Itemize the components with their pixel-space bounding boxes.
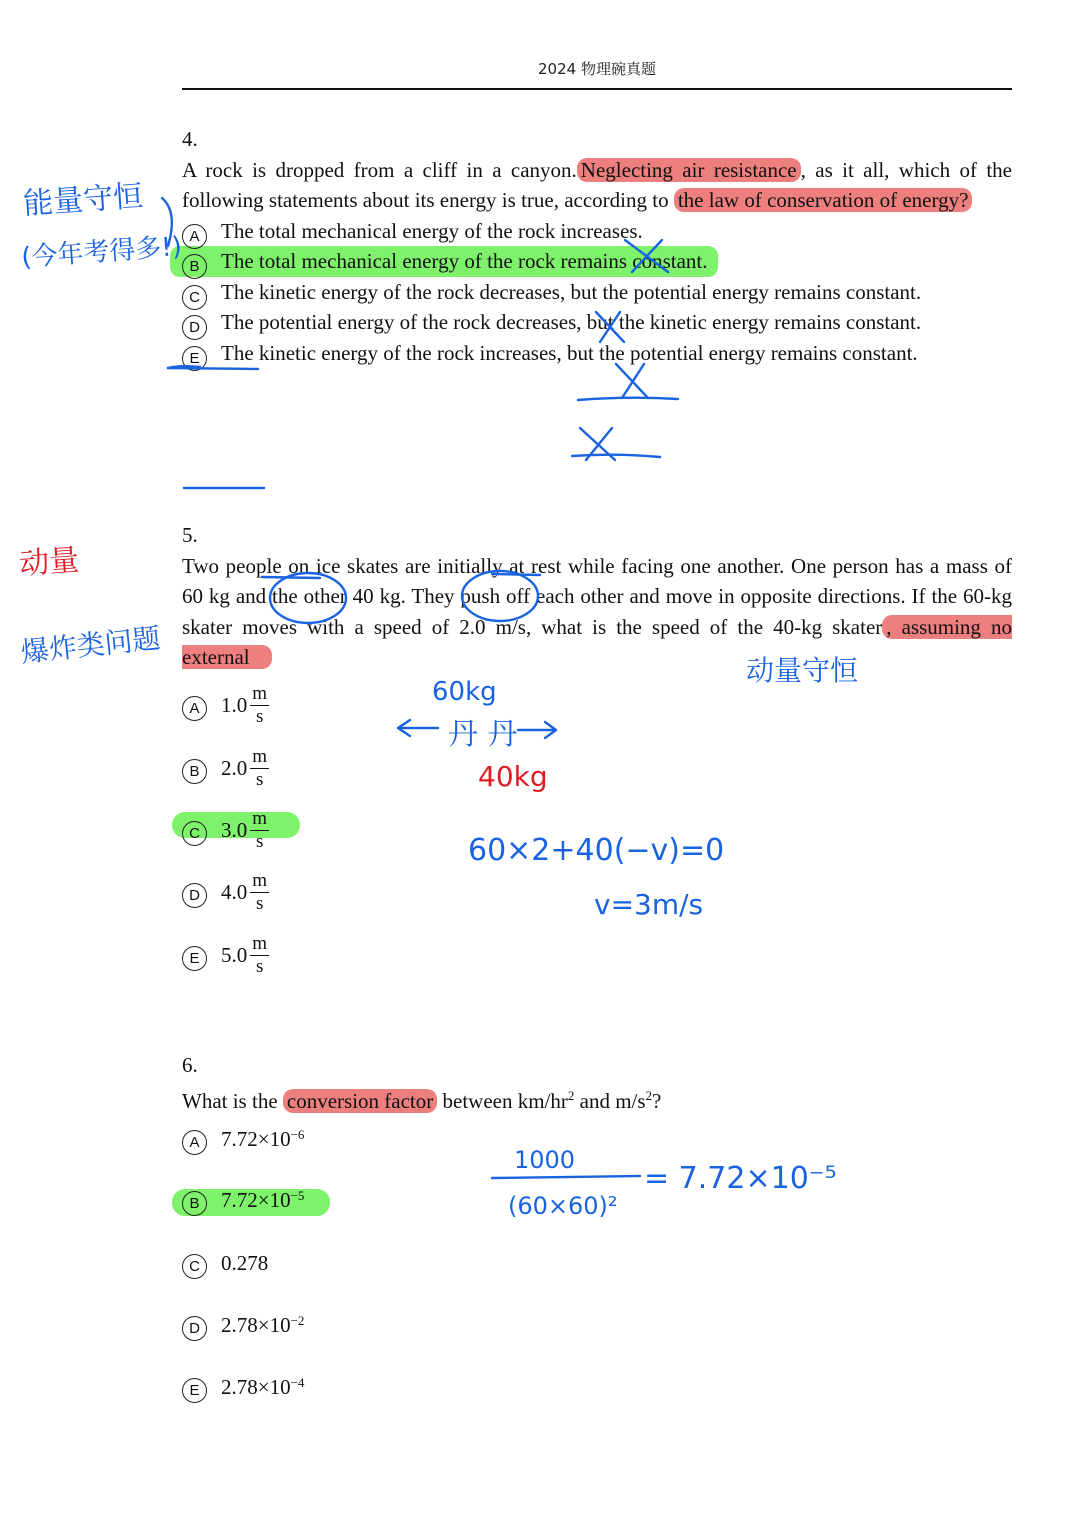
- option-letter: A: [182, 696, 207, 721]
- option-e[interactable]: E 2.78×10 $^{-4}$: [182, 1375, 304, 1400]
- note-60kg: 60kg: [432, 677, 497, 707]
- highlight-no-external: , assuming no external: [182, 614, 1012, 669]
- option-letter: C: [182, 285, 207, 310]
- option-letter: E: [182, 346, 207, 371]
- cross-mark: [616, 364, 648, 398]
- unit-fraction: $\frac{m}{s}$: [252, 683, 268, 727]
- option-a[interactable]: A 1.0 $\frac{m}{s}$: [182, 683, 269, 728]
- option-letter: D: [182, 1316, 207, 1341]
- question-stem: A rock is dropped from a cliff in a canyon. Neglecting air resistance , as it all, which of the following statements about its energy is true, according to the law of conservation of energy?: [182, 157, 1012, 212]
- question-number: 4.: [182, 127, 198, 151]
- note-frac-den: (60×60)²: [508, 1192, 618, 1220]
- underline: [168, 368, 258, 369]
- note-equation: 60×2+40(−v)=0: [468, 833, 725, 868]
- unit-fraction: $\frac{m}{s}$: [252, 933, 268, 977]
- option-letter: C: [182, 1254, 207, 1279]
- option-c[interactable]: C The kinetic energy of the rock decreases, but the potential energy remains constant.: [182, 277, 1012, 308]
- option-letter: D: [182, 315, 207, 340]
- option-e[interactable]: E 5.0 $\frac{m}{s}$: [182, 933, 269, 978]
- note-frequent: (今年考得多!): [20, 231, 183, 273]
- unit-fraction: $\frac{m}{s}$: [252, 870, 268, 914]
- option-letter: E: [182, 946, 207, 971]
- question-4: [182, 124, 1012, 368]
- note-result: = 7.72×10⁻⁵: [644, 1161, 837, 1196]
- note-frac-num: 1000: [514, 1146, 576, 1174]
- question-6: [182, 1050, 1012, 1116]
- note-momentum-conservation: 动量守恒: [746, 654, 859, 687]
- cross-mark: [580, 428, 615, 460]
- underline: [572, 455, 660, 457]
- note-momentum: 动量: [18, 542, 81, 582]
- question-stem: What is the conversion factor between $km/hr^2$ and $m/s^2$?: [182, 1087, 662, 1113]
- question-number: 6.: [182, 1053, 198, 1077]
- option-b[interactable]: [182, 246, 1012, 277]
- option-d[interactable]: D 2.78×10 $^{-2}$: [182, 1313, 304, 1338]
- left-arrow: [398, 720, 438, 736]
- option-a[interactable]: A 7.72×10 $^{-6}$: [182, 1127, 304, 1152]
- option-c[interactable]: C 3.0 $\frac{m}{s}$: [182, 808, 269, 853]
- unit-fraction: $\frac{m}{s}$: [252, 808, 268, 852]
- option-letter: A: [182, 224, 207, 249]
- page-header: 2024 物理碗真题: [538, 60, 656, 78]
- highlight-air-resistance: Neglecting air resistance: [577, 158, 801, 182]
- bracket-mark: [162, 198, 172, 246]
- note-energy-conservation: 能量守恒: [22, 178, 145, 222]
- highlight-answer: B The total mechanical energy of the rock remains constant.: [170, 246, 718, 277]
- fraction-bar: [492, 1176, 640, 1178]
- note-velocity: v=3m/s: [594, 888, 704, 921]
- option-letter: B: [182, 1191, 207, 1216]
- note-people: 丹 丹: [448, 717, 518, 752]
- option-b[interactable]: B 7.72×10 $^{-5}$: [182, 1188, 304, 1213]
- question-stem: Two people on ice skates are initially at rest while facing one another. One person has a mass of 60 kg and the other 40 kg. They push off each other and move in opposite directions. If the 60-kg skater moves with a speed of 2.0 m/s, what is the speed of the 40-kg skater , assuming no external: [182, 553, 1012, 669]
- question-5: [182, 520, 1012, 673]
- note-explosion-type: 爆炸类问题: [19, 621, 162, 669]
- option-letter: A: [182, 1130, 207, 1155]
- option-d[interactable]: D 4.0 $\frac{m}{s}$: [182, 870, 269, 915]
- option-letter: B: [182, 254, 207, 279]
- header-rule: [182, 88, 1012, 90]
- option-e[interactable]: E The kinetic energy of the rock increases, but the potential energy remains constant.: [182, 338, 1012, 369]
- option-letter: E: [182, 1378, 207, 1403]
- option-b[interactable]: B 2.0 $\frac{m}{s}$: [182, 746, 269, 791]
- option-letter: D: [182, 883, 207, 908]
- option-a[interactable]: A The total mechanical energy of the rock increases.: [182, 216, 1012, 247]
- option-letter: B: [182, 759, 207, 784]
- unit-fraction: $\frac{m}{s}$: [252, 746, 268, 790]
- question-number: 5.: [182, 523, 198, 547]
- option-letter: C: [182, 821, 207, 846]
- highlight-conservation: the law of conservation of energy?: [674, 188, 973, 212]
- underline: [578, 398, 678, 400]
- highlight-conversion-factor: conversion factor: [283, 1089, 437, 1113]
- right-arrow: [518, 722, 556, 738]
- option-c[interactable]: C 0.278: [182, 1251, 268, 1276]
- option-d[interactable]: D The potential energy of the rock decreases, but the kinetic energy remains constant.: [182, 307, 1012, 338]
- note-40kg: 40kg: [478, 760, 548, 793]
